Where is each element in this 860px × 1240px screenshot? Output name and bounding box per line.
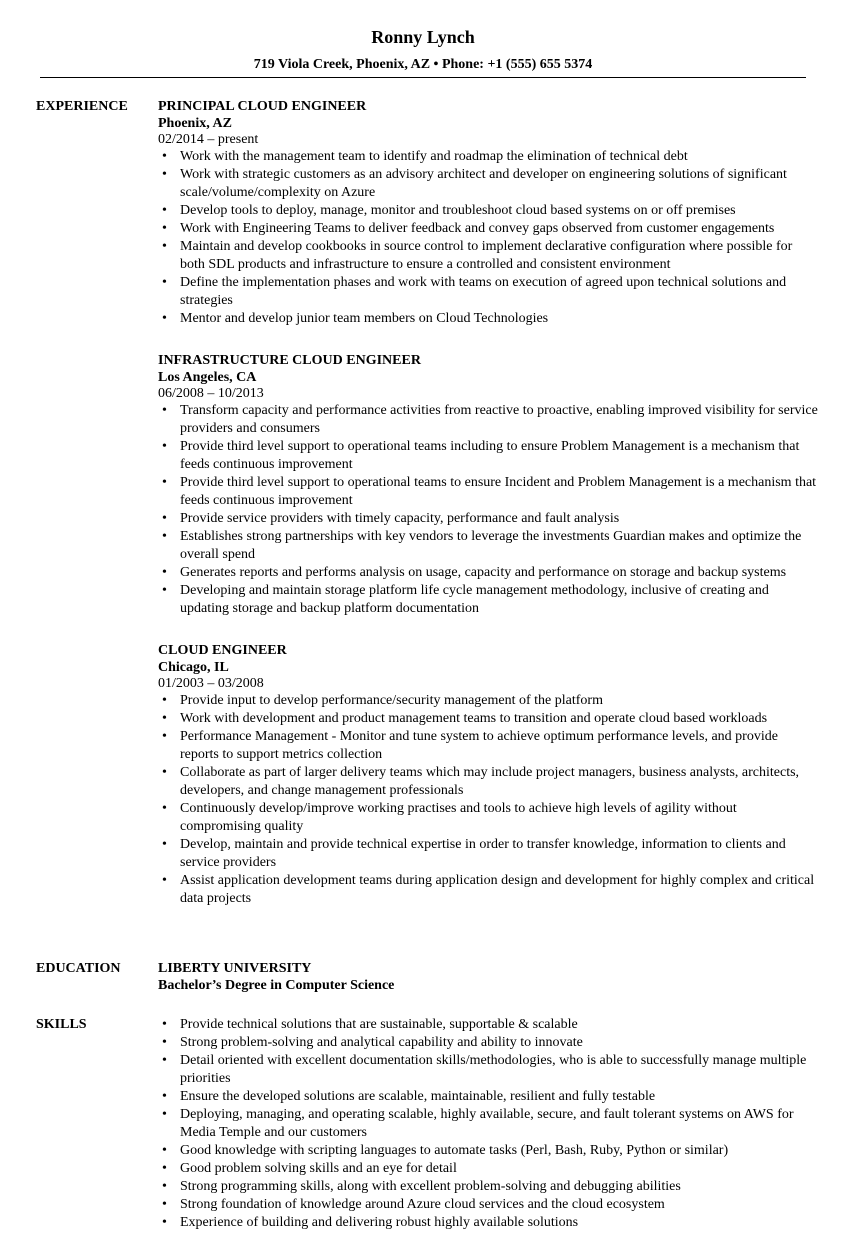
contact-line: 719 Viola Creek, Phoenix, AZ • Phone: +1 (555) 655 5374 bbox=[253, 57, 593, 72]
bullet-item bbox=[158, 1052, 818, 1088]
job-title: INFRASTRUCTURE CLOUD ENGINEER bbox=[158, 353, 421, 368]
bullet-icon: • bbox=[162, 1143, 167, 1158]
bullet-icon: • bbox=[162, 529, 167, 544]
bullet-item bbox=[158, 528, 818, 564]
bullet-icon: • bbox=[162, 837, 167, 852]
job-location: Phoenix, AZ bbox=[158, 116, 232, 131]
skills-list bbox=[158, 1016, 818, 1232]
bullet-item bbox=[158, 1106, 818, 1142]
bullet-item bbox=[158, 1142, 818, 1160]
resume-header bbox=[40, 24, 806, 74]
bullet-item bbox=[158, 872, 818, 908]
bullet-text: Define the implementation phases and work with teams on execution of agreed upon technical solutions and strategies bbox=[180, 275, 787, 308]
bullet-item bbox=[158, 310, 818, 328]
bullet-item bbox=[158, 220, 818, 238]
bullet-text: Provide technical solutions that are sustainable, supportable & scalable bbox=[180, 1017, 578, 1032]
bullet-icon: • bbox=[162, 149, 167, 164]
bullet-text: Work with development and product management teams to transition and operate cloud based workloads bbox=[180, 711, 768, 726]
bullet-item bbox=[158, 564, 818, 582]
bullet-item bbox=[158, 438, 818, 474]
bullet-item bbox=[158, 474, 818, 510]
bullet-text: Maintain and develop cookbooks in source control to implement declarative configuration where possible for both SDL products and infrastructure to ensure a controlled and consistent environment bbox=[180, 239, 793, 272]
job-title: CLOUD ENGINEER bbox=[158, 643, 287, 658]
bullet-item bbox=[158, 800, 818, 836]
job-responsibilities bbox=[158, 148, 818, 328]
bullet-text: Good knowledge with scripting languages to automate tasks (Perl, Bash, Ruby, Python or similar) bbox=[180, 1143, 729, 1158]
candidate-name: Ronny Lynch bbox=[371, 27, 475, 47]
bullet-text: Strong programming skills, along with excellent problem-solving and debugging abilities bbox=[180, 1179, 681, 1194]
bullet-item bbox=[158, 728, 818, 764]
bullet-item bbox=[158, 166, 818, 202]
skills-label: SKILLS bbox=[36, 1017, 87, 1032]
bullet-text: Provide third level support to operational teams to ensure Incident and Problem Management is a mechanism that feeds continuous improvement bbox=[180, 475, 817, 508]
job-entry bbox=[158, 352, 818, 618]
bullet-item bbox=[158, 764, 818, 800]
bullet-text: Provide service providers with timely capacity, performance and fault analysis bbox=[180, 511, 620, 526]
bullet-item bbox=[158, 402, 818, 438]
bullet-text: Work with the management team to identify and roadmap the elimination of technical debt bbox=[180, 149, 688, 164]
experience-jobs bbox=[158, 98, 818, 908]
bullet-icon: • bbox=[162, 565, 167, 580]
bullet-text: Mentor and develop junior team members on Cloud Technologies bbox=[180, 311, 549, 326]
bullet-icon: • bbox=[162, 239, 167, 254]
job-dates: 02/2014 – present bbox=[158, 132, 259, 147]
header-divider bbox=[40, 77, 806, 78]
bullet-text: Develop tools to deploy, manage, monitor and troubleshoot cloud based systems on or off premises bbox=[180, 203, 736, 218]
bullet-icon: • bbox=[162, 275, 167, 290]
job-title: PRINCIPAL CLOUD ENGINEER bbox=[158, 99, 367, 114]
bullet-icon: • bbox=[162, 801, 167, 816]
bullet-icon: • bbox=[162, 203, 167, 218]
bullet-icon: • bbox=[162, 1179, 167, 1194]
bullet-text: Continuously develop/improve working practises and tools to achieve high levels of agility without compromising quality bbox=[180, 801, 737, 834]
bullet-icon: • bbox=[162, 1053, 167, 1068]
education-label: EDUCATION bbox=[36, 961, 121, 976]
experience-label: EXPERIENCE bbox=[36, 99, 128, 114]
bullet-icon: • bbox=[162, 729, 167, 744]
bullet-text: Establishes strong partnerships with key vendors to leverage the investments Guardian makes and optimize the overall spend bbox=[180, 529, 802, 562]
bullet-icon: • bbox=[162, 583, 167, 598]
bullet-item bbox=[158, 1214, 818, 1232]
bullet-item bbox=[158, 710, 818, 728]
bullet-item bbox=[158, 836, 818, 872]
school-name: LIBERTY UNIVERSITY bbox=[158, 961, 312, 976]
bullet-icon: • bbox=[162, 439, 167, 454]
bullet-item bbox=[158, 582, 818, 618]
bullet-text: Ensure the developed solutions are scalable, maintainable, resilient and fully testable bbox=[180, 1089, 656, 1104]
bullet-icon: • bbox=[162, 167, 167, 182]
bullet-icon: • bbox=[162, 403, 167, 418]
job-dates: 01/2003 – 03/2008 bbox=[158, 676, 264, 691]
job-responsibilities bbox=[158, 692, 818, 908]
bullet-icon: • bbox=[162, 873, 167, 888]
degree: Bachelor’s Degree in Computer Science bbox=[158, 978, 395, 993]
bullet-text: Collaborate as part of larger delivery teams which may include project managers, business analysts, architects, developers, and change management professionals bbox=[180, 765, 800, 798]
job-location: Los Angeles, CA bbox=[158, 370, 257, 385]
bullet-icon: • bbox=[162, 711, 167, 726]
bullet-icon: • bbox=[162, 765, 167, 780]
bullet-item bbox=[158, 1178, 818, 1196]
bullet-item bbox=[158, 1196, 818, 1214]
bullet-item bbox=[158, 692, 818, 710]
bullet-text: Developing and maintain storage platform life cycle management methodology, inclusive of creating and updating storage and backup platform documentation bbox=[180, 583, 769, 616]
bullet-text: Detail oriented with excellent documentation skills/methodologies, who is able to successfully manage multiple priorities bbox=[180, 1053, 807, 1086]
bullet-item bbox=[158, 510, 818, 528]
bullet-icon: • bbox=[162, 1197, 167, 1212]
bullet-text: Performance Management - Monitor and tune system to achieve optimum performance levels, and provide reports to support metrics collection bbox=[180, 729, 778, 762]
bullet-text: Provide third level support to operational teams including to ensure Problem Management is a mechanism that feeds continuous improvement bbox=[180, 439, 800, 472]
bullet-text: Generates reports and performs analysis on usage, capacity and performance on storage and backup systems bbox=[180, 565, 787, 580]
bullet-text: Deploying, managing, and operating scalable, highly available, secure, and fault tolerant systems on AWS for Media Temple and our customers bbox=[180, 1107, 794, 1140]
bullet-icon: • bbox=[162, 1089, 167, 1104]
bullet-icon: • bbox=[162, 511, 167, 526]
job-entry bbox=[158, 98, 818, 328]
bullet-text: Strong problem-solving and analytical capability and ability to innovate bbox=[180, 1035, 583, 1050]
bullet-icon: • bbox=[162, 1107, 167, 1122]
education-entry bbox=[158, 960, 818, 994]
bullet-icon: • bbox=[162, 1017, 167, 1032]
bullet-item bbox=[158, 1160, 818, 1178]
bullet-icon: • bbox=[162, 693, 167, 708]
bullet-item bbox=[158, 274, 818, 310]
bullet-item bbox=[158, 238, 818, 274]
bullet-text: Transform capacity and performance activities from reactive to proactive, enabling improved visibility for service providers and consumers bbox=[180, 403, 818, 436]
bullet-text: Work with strategic customers as an advisory architect and developer on engineering solutions of significant scale/volume/complexity on Azure bbox=[180, 167, 787, 200]
bullet-icon: • bbox=[162, 475, 167, 490]
bullet-icon: • bbox=[162, 1215, 167, 1230]
bullet-text: Assist application development teams during application design and development for highly complex and critical data projects bbox=[180, 873, 815, 906]
bullet-text: Strong foundation of knowledge around Azure cloud services and the cloud ecosystem bbox=[180, 1197, 665, 1212]
bullet-item bbox=[158, 148, 818, 166]
bullet-text: Experience of building and delivering robust highly available solutions bbox=[180, 1215, 579, 1230]
bullet-icon: • bbox=[162, 221, 167, 236]
skills-list-wrapper bbox=[158, 1016, 818, 1232]
job-location: Chicago, IL bbox=[158, 660, 229, 675]
bullet-item bbox=[158, 1034, 818, 1052]
bullet-text: Develop, maintain and provide technical expertise in order to transfer knowledge, information to clients and service providers bbox=[180, 837, 786, 870]
job-dates: 06/2008 – 10/2013 bbox=[158, 386, 264, 401]
bullet-text: Good problem solving skills and an eye for detail bbox=[180, 1161, 457, 1176]
bullet-text: Work with Engineering Teams to deliver feedback and convey gaps observed from customer engagements bbox=[180, 221, 775, 236]
job-entry bbox=[158, 642, 818, 908]
bullet-item bbox=[158, 1016, 818, 1034]
bullet-text: Provide input to develop performance/security management of the platform bbox=[180, 693, 603, 708]
bullet-item bbox=[158, 202, 818, 220]
bullet-item bbox=[158, 1088, 818, 1106]
bullet-icon: • bbox=[162, 1161, 167, 1176]
job-responsibilities bbox=[158, 402, 818, 618]
bullet-icon: • bbox=[162, 311, 167, 326]
bullet-icon: • bbox=[162, 1035, 167, 1050]
